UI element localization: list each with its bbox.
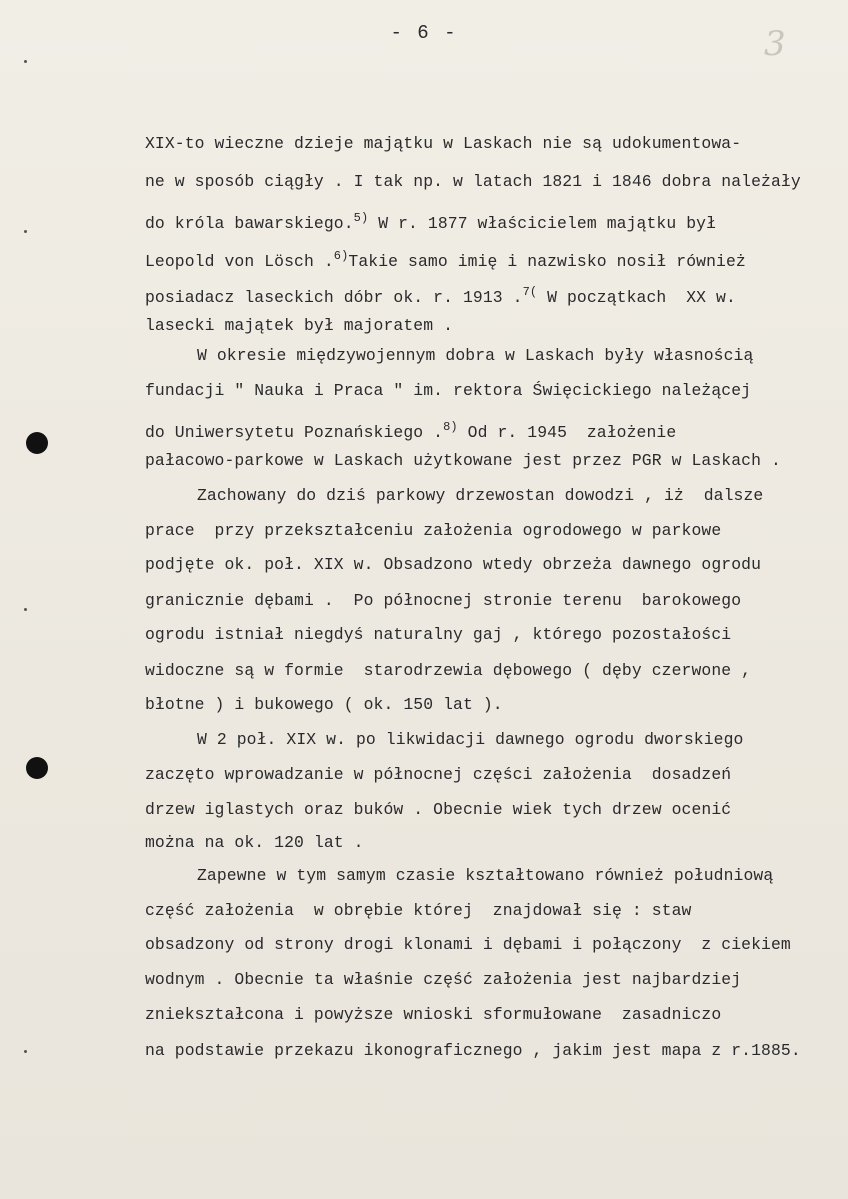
text-line	[197, 865, 773, 887]
page-number: - 6 -	[390, 22, 458, 44]
paper-speck	[24, 60, 27, 63]
line-text: zniekształcona i powyższe wnioski sformułowane zasadniczo	[145, 1005, 722, 1024]
text-line	[145, 1040, 801, 1062]
line-text: błotne ) i bukowego ( ok. 150 lat ).	[145, 695, 503, 714]
line-text: ne w sposób ciągły . I tak np. w latach 1821 i 1846 dobra należały	[145, 172, 801, 191]
paper-speck	[24, 1050, 27, 1053]
footnote-marker: 7(	[522, 285, 538, 299]
text-line	[145, 764, 731, 786]
text-line	[145, 590, 741, 612]
line-text: wodnym . Obecnie ta właśnie część założenia jest najbardziej	[145, 970, 742, 989]
line-text: W początkach XX w.	[537, 288, 736, 307]
text-line	[145, 1004, 721, 1026]
line-text: Leopold von Lösch .	[145, 252, 334, 271]
line-text: do Uniwersytetu Poznańskiego .	[145, 423, 444, 442]
line-text: Zachowany do dziś parkowy drzewostan dowodzi , iż dalsze	[197, 486, 764, 505]
line-text: granicznie dębami . Po północnej stronie terenu barokowego	[145, 591, 742, 610]
footnote-marker: 5)	[353, 211, 369, 225]
text-line	[197, 345, 753, 367]
line-text: można na ok. 120 lat .	[145, 833, 364, 852]
text-line	[145, 416, 676, 444]
text-line	[145, 624, 731, 646]
line-text: fundacji " Nauka i Praca " im. rektora Święcickiego należącej	[145, 381, 752, 400]
text-line	[145, 133, 741, 155]
line-text: podjęte ok. poł. XIX w. Obsadzono wtedy obrzeża dawnego ogrodu	[145, 555, 762, 574]
line-text: Od r. 1945 założenie	[457, 423, 677, 442]
line-text: posiadacz laseckich dóbr ok. r. 1913 .	[145, 288, 523, 307]
footnote-marker: 6)	[333, 249, 349, 263]
line-text: lasecki majątek był majoratem .	[145, 316, 454, 335]
text-line	[145, 207, 716, 235]
line-text: ogrodu istniał niegdyś naturalny gaj , którego pozostałości	[145, 625, 732, 644]
line-text: Takie samo imię i nazwisko nosił również	[348, 252, 746, 271]
text-line	[145, 934, 791, 956]
text-line	[145, 660, 751, 682]
paper-speck	[24, 608, 27, 611]
line-text: na podstawie przekazu ikonograficznego , jakim jest mapa z r.1885.	[145, 1041, 801, 1060]
line-text: widoczne są w formie starodrzewia dębowego ( dęby czerwone ,	[145, 661, 752, 680]
text-line	[145, 799, 731, 821]
text-line	[145, 900, 691, 922]
text-line	[145, 380, 751, 402]
text-line	[145, 520, 721, 542]
text-line	[145, 832, 364, 854]
text-line	[145, 450, 781, 472]
line-text: W okresie międzywojennym dobra w Laskach były własnością	[197, 346, 754, 365]
line-text: obsadzony od strony drogi klonami i dębami i połączony z ciekiem	[145, 935, 791, 954]
text-line	[197, 485, 763, 507]
text-line	[145, 281, 736, 309]
punch-hole	[26, 757, 48, 779]
line-text: prace przy przekształceniu założenia ogrodowego w parkowe	[145, 521, 722, 540]
punch-hole	[26, 432, 48, 454]
line-text: do króla bawarskiego.	[145, 214, 354, 233]
line-text: zaczęto wprowadzanie w północnej części założenia dosadzeń	[145, 765, 732, 784]
line-text: Zapewne w tym samym czasie kształtowano również południową	[197, 866, 774, 885]
line-text: część założenia w obrębie której znajdował się : staw	[145, 901, 692, 920]
paper-speck	[24, 230, 27, 233]
text-line	[145, 171, 801, 193]
text-line	[197, 729, 743, 751]
footnote-marker: 8)	[443, 420, 458, 434]
line-text: XIX-to wieczne dzieje majątku w Laskach nie są udokumentowa-	[145, 134, 742, 153]
text-line	[145, 694, 503, 716]
line-text: W r. 1877 właścicielem majątku był	[368, 214, 717, 233]
line-text: drzew iglastych oraz buków . Obecnie wiek tych drzew ocenić	[145, 800, 732, 819]
line-text: pałacowo-parkowe w Laskach użytkowane jest przez PGR w Laskach .	[145, 451, 781, 470]
text-line	[145, 554, 761, 576]
text-line	[145, 315, 453, 337]
text-line	[145, 969, 741, 991]
archive-pencil-mark: 3	[764, 24, 786, 64]
line-text: W 2 poł. XIX w. po likwidacji dawnego ogrodu dworskiego	[197, 730, 744, 749]
text-line	[145, 245, 746, 273]
